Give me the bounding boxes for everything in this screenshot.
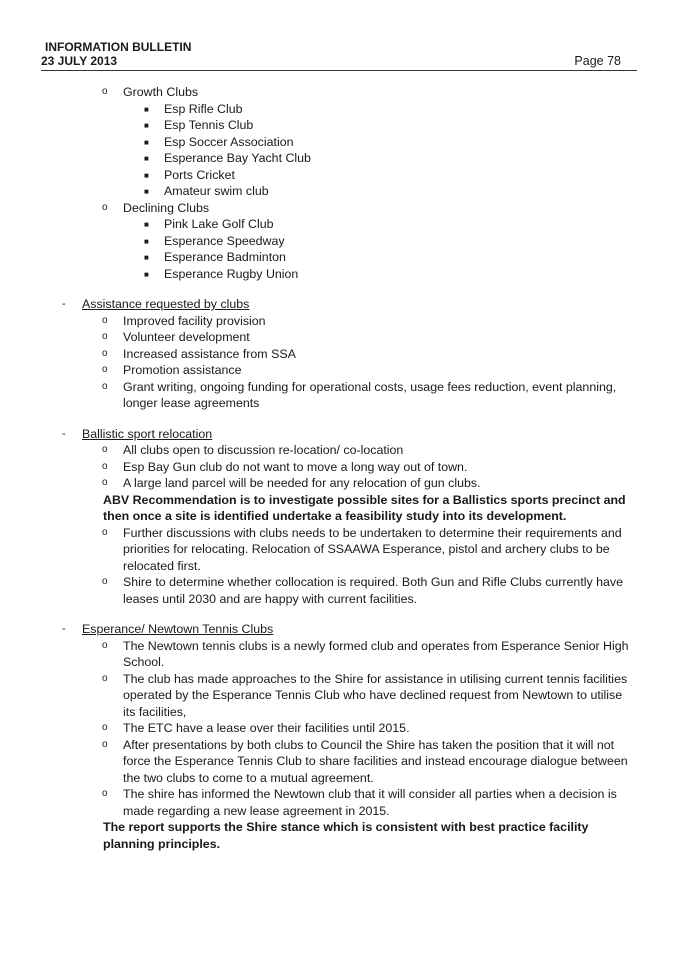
list-item xyxy=(0,249,675,266)
tennis-heading xyxy=(0,621,675,638)
document-body xyxy=(0,84,675,852)
list-item xyxy=(0,362,675,379)
circle-bullet-icon: o xyxy=(102,444,108,455)
section-heading: Esperance/ Newtown Tennis Clubs xyxy=(82,622,274,636)
report-conclusion: The report supports the Shire stance which is consistent with best practice facility planning principles. xyxy=(103,820,589,851)
item-text: Increased assistance from SSA xyxy=(123,346,296,361)
circle-bullet-icon: o xyxy=(102,788,108,799)
square-bullet-icon: ■ xyxy=(144,269,149,279)
item-text: All clubs open to discussion re-location/ co-location xyxy=(123,443,404,457)
list-item xyxy=(0,183,675,200)
list-item xyxy=(0,638,675,671)
club-name: Esp Soccer Association xyxy=(164,134,294,149)
item-text: The Newtown tennis clubs is a newly formed club and operates from Esperance Senior High School. xyxy=(123,638,629,669)
circle-bullet-icon: o xyxy=(102,576,108,587)
item-text: Promotion assistance xyxy=(123,363,242,377)
section-heading: Ballistic sport relocation xyxy=(82,426,213,441)
square-bullet-icon: ■ xyxy=(144,187,149,196)
club-name: Esp Rifle Club xyxy=(164,101,243,116)
list-item xyxy=(0,134,675,151)
item-text: A large land parcel will be needed for any relocation of gun clubs. xyxy=(123,476,481,490)
circle-bullet-icon: o xyxy=(102,86,108,97)
circle-bullet-icon: o xyxy=(102,460,108,472)
dash-bullet-icon: - xyxy=(62,623,66,635)
list-item xyxy=(0,786,675,819)
club-name: Esperance Badminton xyxy=(164,250,286,264)
declining-clubs-label: Declining Clubs xyxy=(123,200,210,215)
assistance-heading xyxy=(0,296,675,313)
circle-bullet-icon: o xyxy=(102,639,108,651)
list-item xyxy=(0,101,675,118)
circle-bullet-icon: o xyxy=(102,526,108,538)
circle-bullet-icon: o xyxy=(102,331,108,342)
club-name: Ports Cricket xyxy=(164,167,235,182)
list-item xyxy=(0,737,675,787)
item-text: Grant writing, ongoing funding for operational costs, usage fees reduction, event planning, longer lease agreements xyxy=(123,379,617,410)
list-item xyxy=(0,671,675,721)
dash-bullet-icon: - xyxy=(62,427,66,440)
circle-bullet-icon: o xyxy=(102,738,108,750)
list-item xyxy=(0,150,675,167)
club-name: Esperance Bay Yacht Club xyxy=(164,151,311,165)
page-number: Page 78 xyxy=(574,54,621,68)
list-item xyxy=(0,475,675,492)
item-text: Improved facility provision xyxy=(123,313,266,328)
circle-bullet-icon: o xyxy=(102,314,108,326)
bulletin-date: 23 JULY 2013 xyxy=(41,54,118,68)
growth-clubs-item xyxy=(0,84,675,101)
declining-clubs-item xyxy=(0,200,675,217)
club-name: Pink Lake Golf Club xyxy=(164,217,274,231)
square-bullet-icon: ■ xyxy=(144,104,149,114)
item-text: Volunteer development xyxy=(123,330,250,344)
square-bullet-icon: ■ xyxy=(144,137,149,147)
list-item xyxy=(0,117,675,134)
list-item xyxy=(0,329,675,346)
item-text: Esp Bay Gun club do not want to move a long way out of town. xyxy=(123,459,468,474)
square-bullet-icon: ■ xyxy=(144,121,149,130)
growth-clubs-label: Growth Clubs xyxy=(123,85,199,99)
item-text: After presentations by both clubs to Council the Shire has taken the position that it will not force the Esperance Tennis Club to share facilities and instead encourage dialogue between the two clubs to come to a mutual agreement. xyxy=(123,737,628,785)
circle-bullet-icon: o xyxy=(102,722,108,733)
list-item xyxy=(0,313,675,330)
square-bullet-icon: ■ xyxy=(144,170,149,180)
bulletin-title: INFORMATION BULLETIN xyxy=(45,40,192,54)
page-header xyxy=(41,40,637,71)
club-name: Esp Tennis Club xyxy=(164,118,254,132)
list-item xyxy=(0,525,675,575)
list-item xyxy=(0,346,675,363)
item-text: The club has made approaches to the Shire for assistance in utilising current tennis facilities operated by the Esperance Tennis Club who have declined request from Newtown to utilise its facilities, xyxy=(123,671,628,719)
circle-bullet-icon: o xyxy=(102,347,108,359)
circle-bullet-icon: o xyxy=(102,672,108,684)
circle-bullet-icon: o xyxy=(102,477,108,488)
list-item xyxy=(0,216,675,233)
square-bullet-icon: ■ xyxy=(144,220,149,229)
square-bullet-icon: ■ xyxy=(144,154,149,163)
ballistic-heading xyxy=(0,426,675,443)
item-text: Shire to determine whether collocation is required. Both Gun and Rifle Clubs currently have leases until 2030 and are happy with current facilities. xyxy=(123,575,624,606)
square-bullet-icon: ■ xyxy=(144,236,149,246)
list-item xyxy=(0,233,675,250)
item-text: The ETC have a lease over their facilities until 2015. xyxy=(123,721,410,735)
item-text: The shire has informed the Newtown club that it will consider all parties when a decision is made regarding a new lease agreement in 2015. xyxy=(123,787,617,818)
list-item xyxy=(0,459,675,476)
circle-bullet-icon: o xyxy=(102,201,108,213)
list-item xyxy=(0,720,675,737)
square-bullet-icon: ■ xyxy=(144,253,149,262)
item-text: Further discussions with clubs needs to be undertaken to determine their requirements and priorities for relocating. Relocation of SSAAWA Esperance, pistol and archery clubs to be relocated first. xyxy=(123,525,622,573)
list-item xyxy=(0,379,675,412)
circle-bullet-icon: o xyxy=(102,364,108,375)
club-name: Esperance Speedway xyxy=(164,233,285,248)
club-name: Esperance Rugby Union xyxy=(164,266,299,281)
dash-bullet-icon: - xyxy=(62,298,66,310)
list-item xyxy=(0,266,675,283)
list-item xyxy=(0,574,675,607)
section-heading: Assistance requested by clubs xyxy=(82,297,250,311)
list-item xyxy=(0,442,675,459)
abv-recommendation: ABV Recommendation is to investigate possible sites for a Ballistics sports precinct and then once a site is identified undertake a feasibility study into its development. xyxy=(103,492,626,523)
list-item xyxy=(0,167,675,184)
club-name: Amateur swim club xyxy=(164,184,269,198)
circle-bullet-icon: o xyxy=(102,380,108,392)
